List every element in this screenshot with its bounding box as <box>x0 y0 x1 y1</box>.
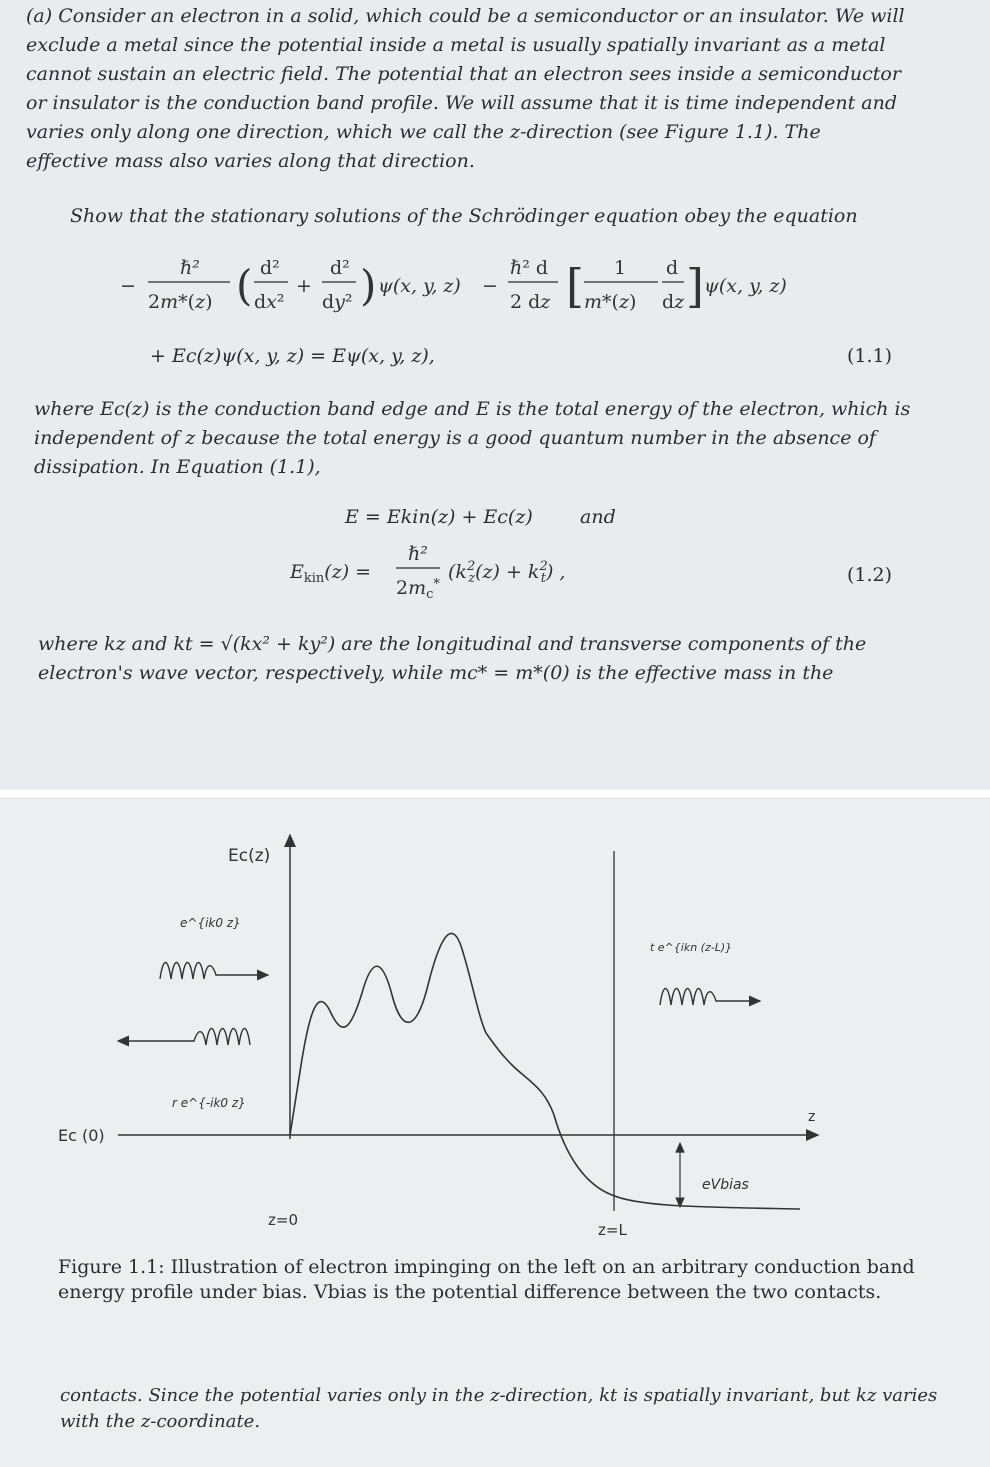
equation-1-1-number: (1.1) <box>846 345 892 367</box>
where-paragraph-1: where Ec(z) is the conduction band edge and E is the total energy of the electron, which is independent of z because the total energy is a good quantum number in the absence of dissipation. In Equation (1.1), <box>34 398 911 478</box>
svg-text:d: d <box>666 257 679 279</box>
z0-label: z=0 <box>268 1211 298 1229</box>
svg-text:d²: d² <box>260 257 280 279</box>
equation-1-1-line-2: + Ec(z)ψ(x, y, z) = Eψ(x, y, z), <box>150 345 435 367</box>
svg-text:m*(z): m*(z) <box>584 291 637 313</box>
svg-text:ℏ²: ℏ² <box>180 257 200 279</box>
svg-text:[: [ <box>566 259 584 313</box>
svg-text:ψ(x, y, z): ψ(x, y, z) <box>704 275 787 297</box>
svg-text:−: − <box>120 275 136 297</box>
task-sentence: Show that the stationary solutions of the Schrödinger equation obey the equation <box>70 205 858 227</box>
ec-z-label: Ec(z) <box>228 846 271 866</box>
equation-1-2-kinetic-energy <box>290 538 610 608</box>
svg-text:(: ( <box>236 261 253 310</box>
ec0-label: Ec (0) <box>58 1126 105 1145</box>
svg-text:]: ] <box>686 259 704 313</box>
equation-1-1-schrodinger <box>110 248 830 326</box>
reflected-label: r e^{-ik0 z} <box>172 1096 246 1110</box>
svg-text:(k2z(z) + k2t) ,: ($k^2$ $z(z) + k^2$ t) , <box>448 559 566 586</box>
svg-text:2m*(z): 2m*(z) <box>148 291 213 313</box>
svg-text:−: − <box>482 275 498 297</box>
svg-text:ℏ² d: ℏ² d <box>510 257 549 279</box>
svg-text:ψ(x, y, z): ψ(x, y, z) <box>378 275 461 297</box>
svg-text:): ) <box>360 261 377 310</box>
conduction-band-profile <box>290 933 800 1209</box>
svg-text:d²: d² <box>330 257 350 279</box>
svg-text:dz: dz <box>662 291 685 313</box>
figure-caption: Figure 1.1: Illustration of electron impinging on the left on an arbitrary conduction band energy profile under bias. Vbias is the potential difference between the two contacts. <box>58 1256 915 1303</box>
svg-text:2 dz: 2 dz <box>510 291 551 313</box>
svg-text:dx²: dx² <box>254 291 285 313</box>
zL-label: z=L <box>598 1221 627 1239</box>
svg-text:2mc*: $2m_c^*$ <box>396 577 440 602</box>
svg-text:Ekin(z) =: $E_{kin}(z)$ = <box>290 561 372 586</box>
equation-1-2-line-1: E = Ekin(z) + Ec(z) <box>345 506 533 528</box>
intro-paragraph: (a) Consider an electron in a solid, which could be a semiconductor or an insulator. We will exclude a metal since the potential inside a metal is usually spatially invariant as a metal cannot sustain an electric field. The potential that an electron sees inside a semiconductor or insulator is the conduction band profile. We will assume that it is time independent and varies only along one direction, which we call the z-direction (see Figure 1.1). The effective mass also varies along that direction. <box>26 5 905 172</box>
equation-1-2-and: and <box>580 506 616 528</box>
svg-text:dy²: dy² <box>322 291 353 313</box>
where-paragraph-2: where kz and kt = √(kx² + ky²) are the longitudinal and transverse components of the electron's wave vector, respectively, while mc* = m*(0) is the effective mass in the <box>38 633 867 684</box>
page-two <box>0 797 990 1467</box>
bias-label: eVbias <box>702 1177 749 1193</box>
equation-1-2-number: (1.2) <box>846 564 892 586</box>
transmitted-wave <box>660 989 760 1006</box>
svg-text:ℏ²: ℏ² <box>408 543 428 565</box>
z-axis-label: z <box>808 1109 816 1125</box>
svg-text:+: + <box>296 275 312 297</box>
figure-1-1 <box>0 797 990 1247</box>
incident-label: e^{ik0 z} <box>180 916 241 930</box>
transmitted-label: t e^{ikn (z-L)} <box>650 941 733 954</box>
incident-wave <box>160 963 268 980</box>
svg-text:1: 1 <box>614 257 627 279</box>
reflected-wave <box>118 1029 250 1046</box>
continuation-paragraph: contacts. Since the potential varies only in the z-direction, kt is spatially invariant, but kz varies with the z-coordinate. <box>60 1385 938 1432</box>
